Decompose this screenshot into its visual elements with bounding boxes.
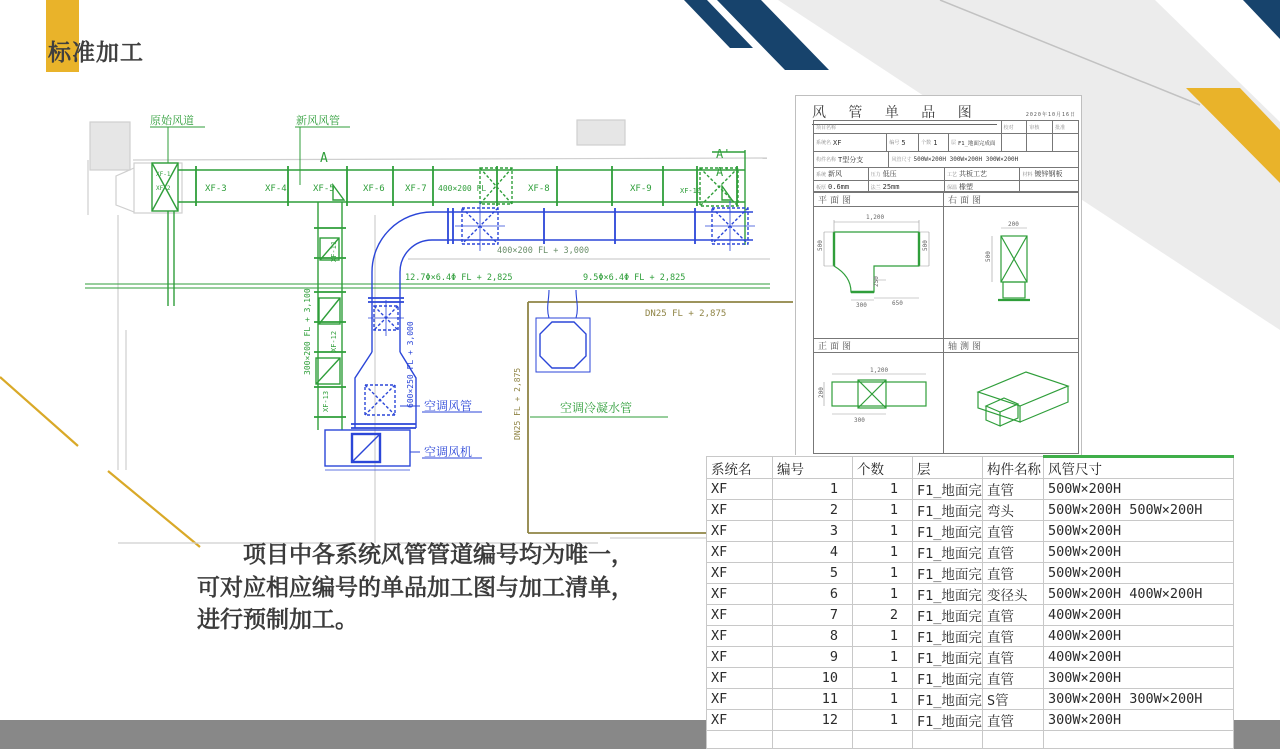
svg-text:XF-7: XF-7 — [405, 184, 427, 194]
view-label-axon: 轴测图 — [948, 342, 985, 352]
svg-text:500: 500 — [985, 251, 992, 262]
svg-text:XF-12: XF-12 — [330, 330, 338, 352]
section-marker-a: A — [320, 151, 328, 166]
table-row: XF 3 1 F1_地面完 直管 500W×200H — [707, 521, 1234, 542]
table-row: XF 5 1 F1_地面完 直管 500W×200H — [707, 563, 1234, 584]
svg-text:400×200 FL + 3,000: 400×200 FL + 3,000 — [497, 246, 590, 256]
svg-text:DN25 FL + 2,875: DN25 FL + 2,875 — [645, 309, 727, 319]
svg-text:500: 500 — [817, 240, 824, 251]
svg-text:XF-9: XF-9 — [630, 184, 652, 194]
page-title: 标准加工 — [48, 39, 144, 65]
svg-text:DN25 FL + 2,875: DN25 FL + 2,875 — [513, 367, 522, 440]
body-text: 项目中各系统风管管道编号均为唯一，可对应相应编号的单品加工图与加工清单，进行预制加工。 — [197, 541, 634, 633]
titleblock-table: 项目名称 校对 审核 批准 系统名 XF 编号 5 个数 1 层 F1_地面完成面 构件名称 T型分支 风管尺寸 500W×200H 300W×200H 300W×200H 系统 新风 压力 低压 工艺 共板工艺 材料 镀锌钢板 板厚 0.6mm 法兰 25mm 保温 橡塑 — [813, 120, 1079, 192]
svg-text:650: 650 — [892, 300, 903, 307]
cad-labels — [150, 113, 730, 459]
table-row: XF 2 1 F1_地面完 弯头 500W×200H 500W×200H — [707, 500, 1234, 521]
svg-text:A': A' — [716, 147, 731, 161]
view-label-plan: 平面图 — [818, 196, 855, 206]
duct-item-drawing-panel — [795, 95, 1082, 457]
svg-text:200: 200 — [818, 387, 825, 398]
label-condensate: 空调冷凝水管 — [560, 401, 633, 415]
table-row: XF 10 1 F1_地面完 直管 300W×200H — [707, 668, 1234, 689]
label-original-duct: 原始风道 — [150, 114, 194, 127]
wall-lines — [88, 120, 770, 543]
svg-text:XF-8: XF-8 — [528, 184, 550, 194]
panel-title: 风 管 单 品 图 — [812, 102, 997, 125]
table-row: XF 7 2 F1_地面完 直管 400W×200H — [707, 605, 1234, 626]
table-row: XF 6 1 F1_地面完 变径头 500W×200H 400W×200H — [707, 584, 1234, 605]
panel-date: 2020年10月16日 — [1025, 112, 1076, 118]
table-row: XF 12 1 F1_地面完 直管 300W×200H — [707, 710, 1234, 731]
svg-text:XF-4: XF-4 — [265, 184, 287, 194]
view-label-right: 右面图 — [948, 196, 985, 206]
svg-text:XF-6: XF-6 — [363, 184, 385, 194]
table-row: XF 8 1 F1_地面完 直管 400W×200H — [707, 626, 1234, 647]
svg-text:XF-11: XF-11 — [330, 240, 338, 262]
parts-header-row: 系统名 编号 个数 层 构件名称 风管尺寸 — [707, 457, 1234, 479]
svg-text:300: 300 — [854, 417, 865, 424]
svg-text:XF-5: XF-5 — [313, 184, 335, 194]
table-row: XF 4 1 F1_地面完 直管 500W×200H — [707, 542, 1234, 563]
view-drawings — [796, 192, 1081, 454]
svg-text:A': A' — [716, 165, 731, 179]
table-row — [707, 731, 1234, 749]
table-row: XF 1 1 F1_地面完 直管 500W×200H — [707, 479, 1234, 500]
ac-duct-lines — [325, 201, 755, 470]
svg-text:600×250 FL + 3,000: 600×250 FL + 3,000 — [406, 321, 415, 408]
svg-text:XF-2: XF-2 — [156, 185, 171, 192]
svg-text:9.5Φ×6.4Φ FL + 2,825: 9.5Φ×6.4Φ FL + 2,825 — [583, 273, 686, 283]
table-row: XF 11 1 F1_地面完 S管 300W×200H 300W×200H — [707, 689, 1234, 710]
svg-text:250: 250 — [873, 276, 880, 287]
svg-text:200: 200 — [1008, 221, 1019, 228]
label-ac-duct: 空调风管 — [424, 399, 473, 413]
svg-text:500: 500 — [922, 240, 929, 251]
svg-text:XF-3: XF-3 — [205, 184, 227, 194]
svg-text:XF-1: XF-1 — [156, 171, 171, 178]
svg-text:1,200: 1,200 — [870, 367, 889, 374]
svg-text:XF-13: XF-13 — [322, 390, 330, 412]
svg-text:400×200 FL: 400×200 FL — [438, 184, 487, 193]
parts-list-table — [706, 455, 1234, 749]
svg-text:12.7Φ×6.4Φ FL + 2,825: 12.7Φ×6.4Φ FL + 2,825 — [405, 273, 513, 283]
table-row: XF 9 1 F1_地面完 直管 400W×200H — [707, 647, 1234, 668]
svg-text:300×200 FL + 3,100: 300×200 FL + 3,100 — [303, 288, 312, 375]
svg-text:1,200: 1,200 — [866, 214, 885, 221]
label-ac-fan: 空调风机 — [424, 445, 473, 459]
svg-text:XF-10: XF-10 — [680, 187, 702, 195]
label-fresh-air-duct: 新风风管 — [296, 114, 340, 127]
svg-text:300: 300 — [856, 302, 867, 309]
view-label-front: 正面图 — [818, 342, 855, 352]
